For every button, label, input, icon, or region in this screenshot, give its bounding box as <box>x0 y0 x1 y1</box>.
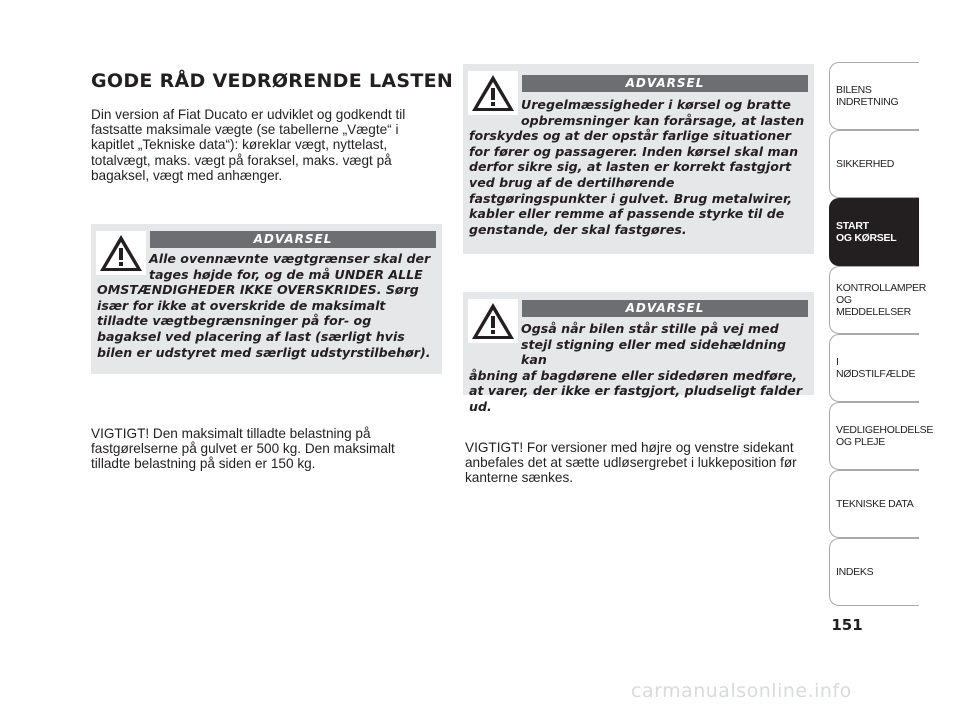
tab-label: VEDLIGEHOLDELSE OG PLEJE <box>836 424 934 448</box>
tab-vedligeholdelse[interactable] <box>829 402 934 470</box>
tab-sikkerhed[interactable] <box>829 130 919 198</box>
tab-label: TEKNISKE DATA <box>836 498 914 510</box>
warning-box-securing-load <box>463 64 814 254</box>
tab-indeks[interactable] <box>829 538 919 606</box>
tab-tekniske-data[interactable] <box>829 470 919 538</box>
tab-label: KONTROLLAMPER OG MEDDELELSER <box>836 282 927 318</box>
warning-text <box>469 321 809 415</box>
tab-label: SIKKERHED <box>836 158 894 170</box>
warning-text <box>97 251 433 360</box>
page-title: GODE RÅD VEDRØRENDE LASTEN <box>91 70 454 92</box>
tab-label: START OG KØRSEL <box>836 220 897 244</box>
tab-bilens-indretning[interactable] <box>829 62 919 130</box>
tab-start-og-korsel[interactable] <box>829 198 919 266</box>
warning-text-rest: OMSTÆNDIGHEDER IKKE OVERSKRIDES. Sørg især for ikke at overskride de maksimalt tilladte vægtbegrænsninger på for- og bagaksel ved placering af last (særligt hvis bilen er udstyret med særligt udstyrstilbehør). <box>97 282 431 360</box>
tab-label: I NØDSTILFÆLDE <box>836 356 916 380</box>
tab-kontrollamper[interactable] <box>829 266 927 334</box>
warning-text-rest: åbning af bagdørene eller sidedøren medføre, at varer, der ikke er fastgjort, pludseligt falder ud. <box>469 367 803 414</box>
note-side-edges: VIGTIGT! For versioner med højre og venstre sidekant anbefales det at sætte udløsergrebet i lukkeposition før kanterne sænkes. <box>465 440 797 486</box>
warning-text-rest: forskydes og at der opstår farlige situationer for fører og passagerer. Inden kørsel skal man derfor sikre sig, at lasten er korrekt fastgjort ved brug af de dertilhørende fastgøringspunkter i gulvet. Brug metalwirer, kabler eller remme af passende styrke til de genstande, der skal fastgøres. <box>469 128 799 237</box>
page-number: 151 <box>831 616 863 634</box>
warning-text-indented: Også når bilen står stille på vej med stejl stigning eller med sidehældning kan <box>521 321 787 368</box>
warning-text-indented: Alle ovennævnte vægtgrænser skal der tages højde for, og de må UNDER ALLE <box>149 251 431 282</box>
warning-header: ADVARSEL <box>522 75 808 92</box>
warning-box-unsecured-goods <box>463 292 814 414</box>
warning-text <box>469 97 809 237</box>
note-floor-load: VIGTIGT! Den maksimalt tilladte belastning på fastgørelserne på gulvet er 500 kg. Den maksimalt tilladte belastning på siden er 150 kg. <box>91 426 395 472</box>
tab-i-nodstilfaelde[interactable] <box>829 334 919 402</box>
warning-text-indented: Uregelmæssigheder i kørsel og bratte opbremsninger kan forårsage, at lasten <box>521 97 805 128</box>
intro-paragraph: Din version af Fiat Ducato er udviklet og godkendt til fastsatte maksimale vægte (se tabellerne „Vægte“ i kapitlet „Tekniske data“): køreklar vægt, nyttelast, totalvægt, maks. vægt på foraksel, maks. vægt på bagaksel, vægt med anhænger. <box>91 107 406 183</box>
warning-header: ADVARSEL <box>150 231 436 248</box>
warning-header: ADVARSEL <box>522 300 808 317</box>
warning-box-load-limits <box>91 224 442 374</box>
tab-label: BILENS INDRETNING <box>836 84 899 108</box>
tab-label: INDEKS <box>836 566 874 578</box>
watermark: carmanualsonline.info <box>631 680 852 702</box>
